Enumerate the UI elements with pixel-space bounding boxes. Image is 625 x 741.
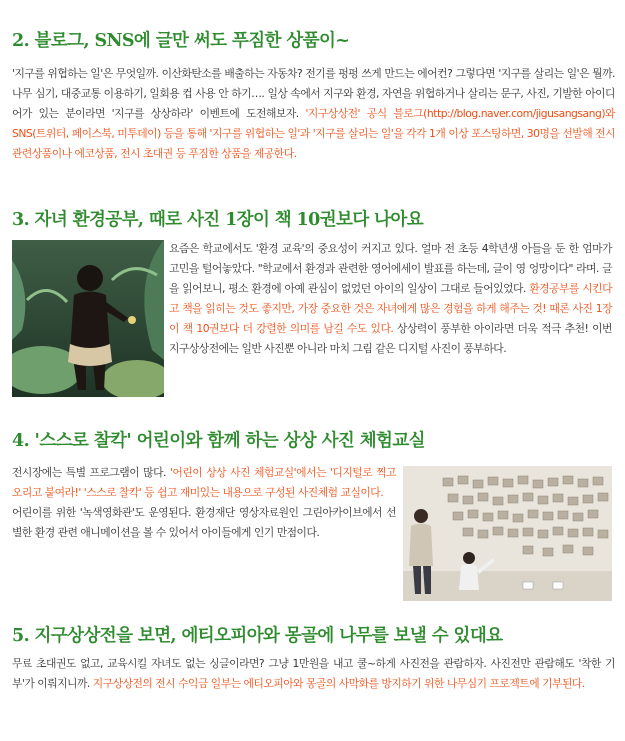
child-in-forest-photo	[12, 240, 164, 397]
section-paragraph	[12, 654, 615, 694]
highlight-text: '지구상상전' 공식 블로그(http://blog.naver.com/jigusangsang)와 SNS(트위터, 페이스북, 미투데이) 등을 통해 '지구를 위협하는 일'과 '지구를 살리는 일'을 각각 1개 이상 포스팅하면, 30명을 선발해 전시 관련상품이나 에코상품, 전시 초대권 등 푸짐한 상품을 제공한다.	[12, 107, 615, 160]
section-paragraph	[12, 463, 396, 543]
paragraph-text: 상상력이 풍부한 아이라면 더욱 적극 추천! 이번 지구상상전에는 일반 사진뿐 아니라 마치 그림 같은 디지털 사진이 풍부하다.	[169, 322, 612, 355]
section-photo-class	[12, 430, 615, 452]
paragraph-text: 어린이를 위한 '녹색영화관'도 운영된다. 환경재단 영상자료원인 그린아카이브에서 선별한 환경 관련 애니메이션을 볼 수 있어서 아이들에게 인기 만점이다.	[12, 506, 396, 539]
photo-class-wall-photo	[403, 466, 612, 601]
paragraph-text: 전시장에는 특별 프로그램이 많다.	[12, 466, 170, 479]
section-paragraph	[169, 239, 612, 359]
section-paragraph	[12, 64, 615, 164]
section-env-study	[12, 209, 615, 231]
section-blog-sns	[12, 30, 615, 164]
section-heading: 3. 자녀 환경공부, 때로 사진 1장이 책 10권보다 나아요	[12, 210, 424, 230]
section-donation	[12, 625, 615, 694]
highlight-text: 환경공부를 시킨다고 책을 읽히는 것도 좋지만, 가장 중요한 것은 자녀에게 많은 경험을 하게 해주는 것! 때론 사진 1장이 책 10권보다 더 강렬한 의미를 남길 수도 있다.	[169, 282, 612, 335]
section-heading: 4. '스스로 찰칵' 어린이와 함께 하는 상상 사진 체험교실	[12, 431, 425, 451]
paragraph-text: '지구를 위협하는 일'은 무엇일까. 이산화탄소를 배출하는 자동차? 전기를 펑펑 쓰게 만드는 에어컨? 그렇다면 '지구를 살리는 일'은 뭘까. 나무 심기, 대중교통 이용하기, 일회용 컵 사용 안 하기…. 일상 속에서 지구와 환경, 자연을 위협하거나 살리는 문구, 사진, 기발한 아이디어가 있는 분이라면 '지구를 상상하라' 이벤트에 도전해보자.	[12, 67, 615, 120]
section-heading: 2. 블로그, SNS에 글만 써도 푸짐한 상품이~	[12, 31, 350, 51]
paragraph-text: 요즘은 학교에서도 '환경 교육'의 중요성이 커지고 있다. 얼마 전 초등 4학년생 아들을 둔 한 엄마가 고민을 털어놓았다. "학교에서 환경과 관련한 영어에세이 발표를 하는데, 글이 영 엉망이다" 라며. 글을 읽어보니, 평소 환경에 아예 관심이 없었던 아이의 일상이 그대로 들어있었다.	[169, 242, 612, 295]
highlight-text: '어린이 상상 사진 체험교실'에서는 '디지털로 찍고 오리고 붙여라!' '스스로 찰칵' 등 쉽고 재미있는 내용으로 구성된 사진체험 교실이다.	[12, 466, 396, 499]
paragraph-text: 무료 초대권도 없고, 교육시킬 자녀도 없는 싱글이라면? 그냥 1만원을 내고 쿨~하게 사진전을 관람하자. 사진전만 관람해도 '착한 기부'가 이뤄지니까.	[12, 657, 615, 690]
section-heading: 5. 지구상상전을 보면, 에티오피아와 몽골에 나무를 보낼 수 있대요	[12, 626, 503, 646]
highlight-text: 지구상상전의 전시 수익금 일부는 에티오피아와 몽골의 사막화를 방지하기 위한 나무심기 프로젝트에 기부된다.	[92, 677, 585, 690]
